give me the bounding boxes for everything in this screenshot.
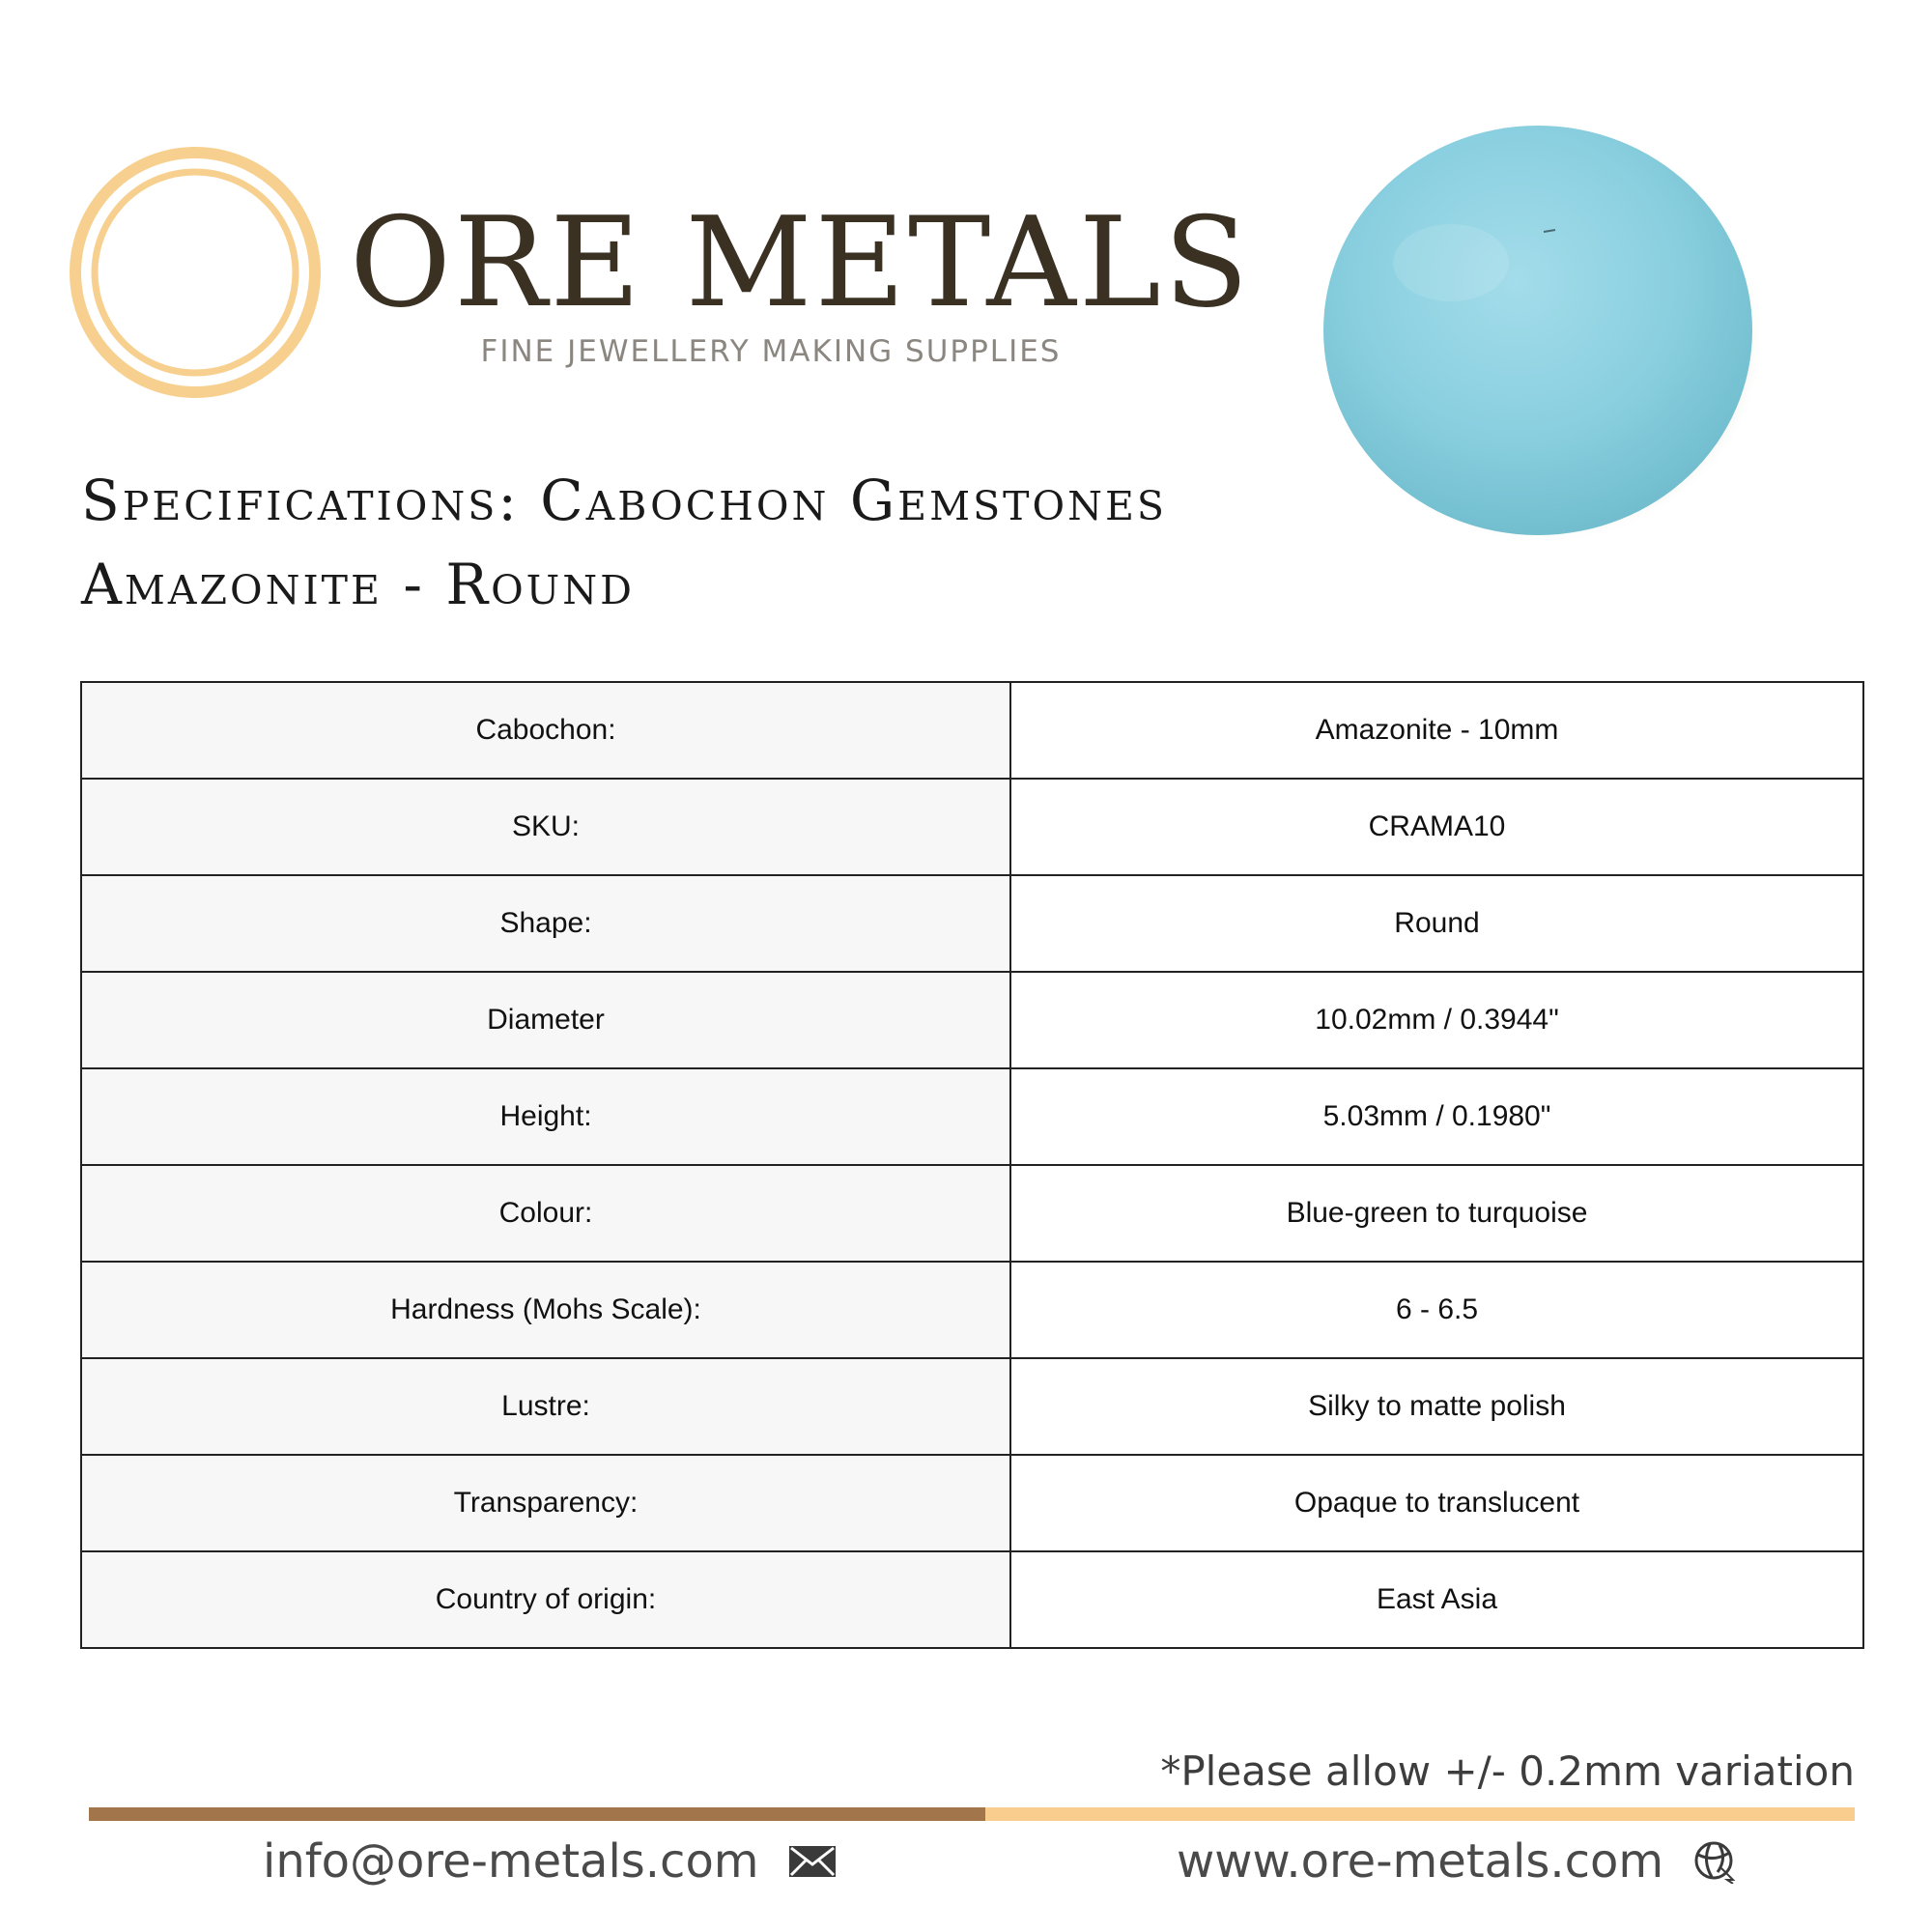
spec-value: Silky to matte polish xyxy=(1010,1358,1863,1455)
spec-label: Cabochon: xyxy=(81,682,1010,779)
spec-value: CRAMA10 xyxy=(1010,779,1863,875)
spec-heading: Specifications: Cabochon Gemstones xyxy=(81,468,1168,533)
spec-label: Shape: xyxy=(81,875,1010,972)
spec-label: Diameter xyxy=(81,972,1010,1068)
footer-divider-dark xyxy=(89,1807,985,1821)
amazonite-cabochon-image xyxy=(1316,118,1760,543)
specifications-table xyxy=(80,681,1864,1649)
table-row xyxy=(81,1551,1863,1648)
spec-value: 10.02mm / 0.3944" xyxy=(1010,972,1863,1068)
globe-cursor-icon xyxy=(1692,1839,1737,1884)
spec-label: Colour: xyxy=(81,1165,1010,1262)
email-contact[interactable] xyxy=(263,1828,837,1895)
table-row xyxy=(81,875,1863,972)
spec-label: Lustre: xyxy=(81,1358,1010,1455)
email-link[interactable]: info@ore-metals.com xyxy=(263,1834,759,1889)
spec-value: East Asia xyxy=(1010,1551,1863,1648)
spec-label: Country of origin: xyxy=(81,1551,1010,1648)
table-row xyxy=(81,972,1863,1068)
table-row xyxy=(81,1068,1863,1165)
table-row xyxy=(81,1165,1863,1262)
envelope-icon xyxy=(788,1845,837,1878)
spec-value: Opaque to translucent xyxy=(1010,1455,1863,1551)
spec-value: Round xyxy=(1010,875,1863,972)
website-contact[interactable] xyxy=(1177,1828,1737,1895)
double-ring-logo-icon xyxy=(68,145,323,400)
variation-note: *Please allow +/- 0.2mm variation xyxy=(1160,1747,1855,1795)
spec-value: Amazonite - 10mm xyxy=(1010,682,1863,779)
spec-value: 6 - 6.5 xyxy=(1010,1262,1863,1358)
spec-label: Height: xyxy=(81,1068,1010,1165)
spec-value: 5.03mm / 0.1980" xyxy=(1010,1068,1863,1165)
brand-tagline: FINE JEWELLERY MAKING SUPPLIES xyxy=(480,334,1062,369)
spec-label: SKU: xyxy=(81,779,1010,875)
website-link[interactable]: www.ore-metals.com xyxy=(1177,1834,1664,1889)
table-row xyxy=(81,682,1863,779)
product-heading: Amazonite - Round xyxy=(81,552,635,617)
table-row xyxy=(81,1262,1863,1358)
footer-divider-light xyxy=(985,1807,1855,1821)
table-row xyxy=(81,779,1863,875)
table-row xyxy=(81,1455,1863,1551)
spec-label: Hardness (Mohs Scale): xyxy=(81,1262,1010,1358)
spec-label: Transparency: xyxy=(81,1455,1010,1551)
spec-value: Blue-green to turquoise xyxy=(1010,1165,1863,1262)
table-row xyxy=(81,1358,1863,1455)
brand-name: ORE METALS xyxy=(350,191,1252,335)
